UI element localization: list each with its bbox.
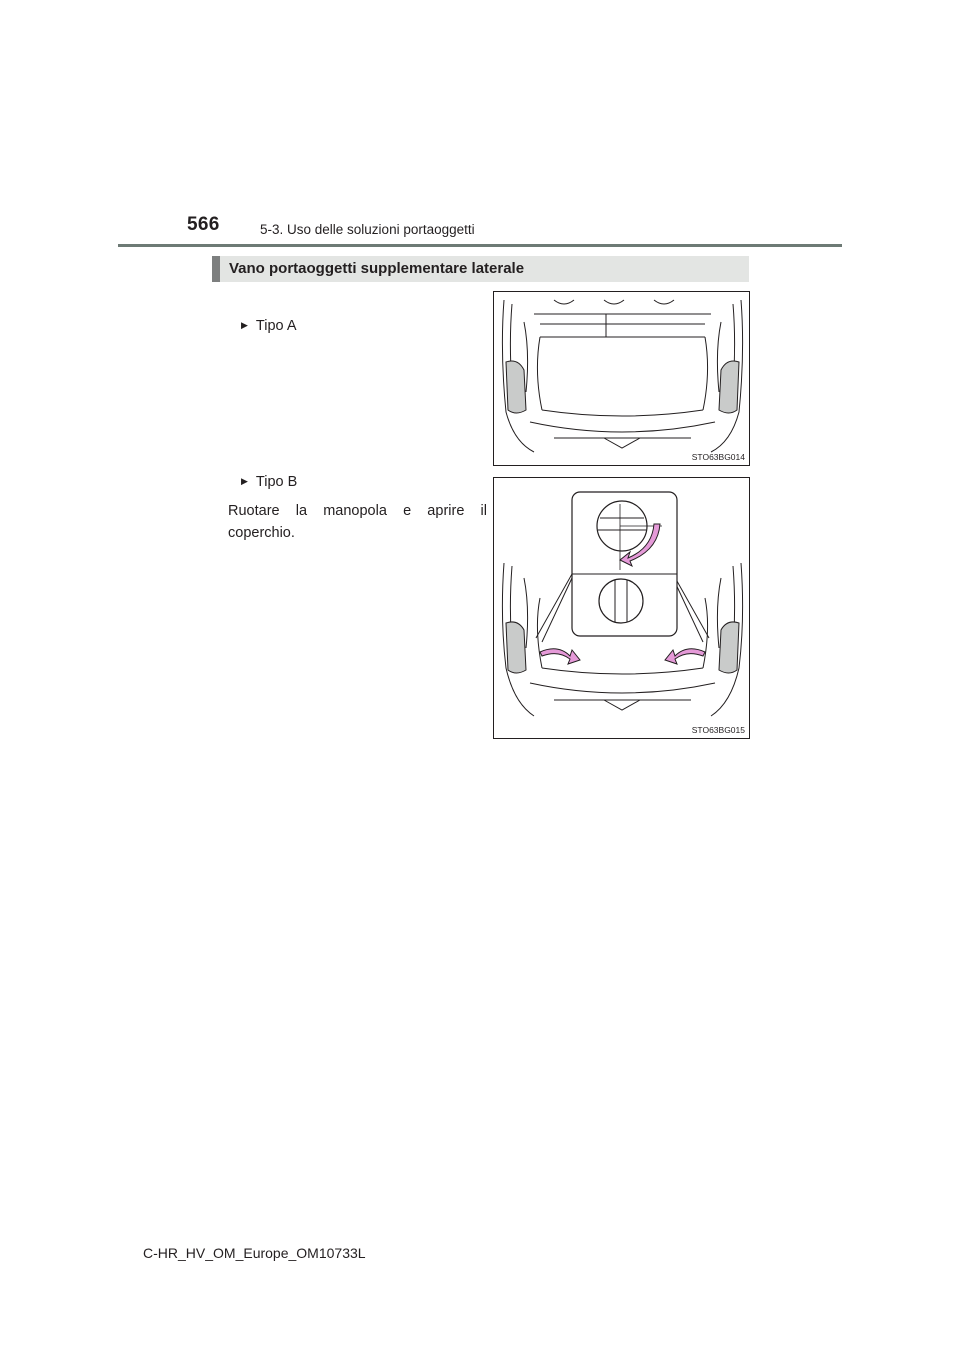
curved-arrow-icon <box>540 649 580 664</box>
luggage-compartment-illustration <box>494 292 751 467</box>
figure-type-a <box>493 291 750 466</box>
page-number: 566 <box>187 214 220 235</box>
type-b-instruction: Ruotare la manopola e aprire il coperchio. <box>228 503 487 541</box>
section-header <box>212 256 749 282</box>
type-b-label: Tipo B <box>255 474 298 490</box>
right-triangle-icon: ▶ <box>241 476 248 486</box>
curved-arrow-icon <box>665 649 705 664</box>
figure-code-a: STO63BG014 <box>691 452 745 462</box>
figure-type-b <box>493 477 750 739</box>
footer-doc-id: C-HR_HV_OM_Europe_OM10733L <box>143 1245 366 1261</box>
right-triangle-icon: ▶ <box>241 320 248 330</box>
bullet-type-a <box>241 318 297 334</box>
type-a-label: Tipo A <box>255 318 297 334</box>
header-rule <box>118 244 842 247</box>
bullet-type-b <box>241 474 297 490</box>
breadcrumb: 5-3. Uso delle soluzioni portaoggetti <box>260 222 475 237</box>
section-title: Vano portaoggetti supplementare laterale <box>229 260 525 277</box>
figure-code-b: STO63BG015 <box>691 725 745 735</box>
section-accent <box>212 256 220 282</box>
side-compartment-knob-illustration <box>494 478 751 740</box>
